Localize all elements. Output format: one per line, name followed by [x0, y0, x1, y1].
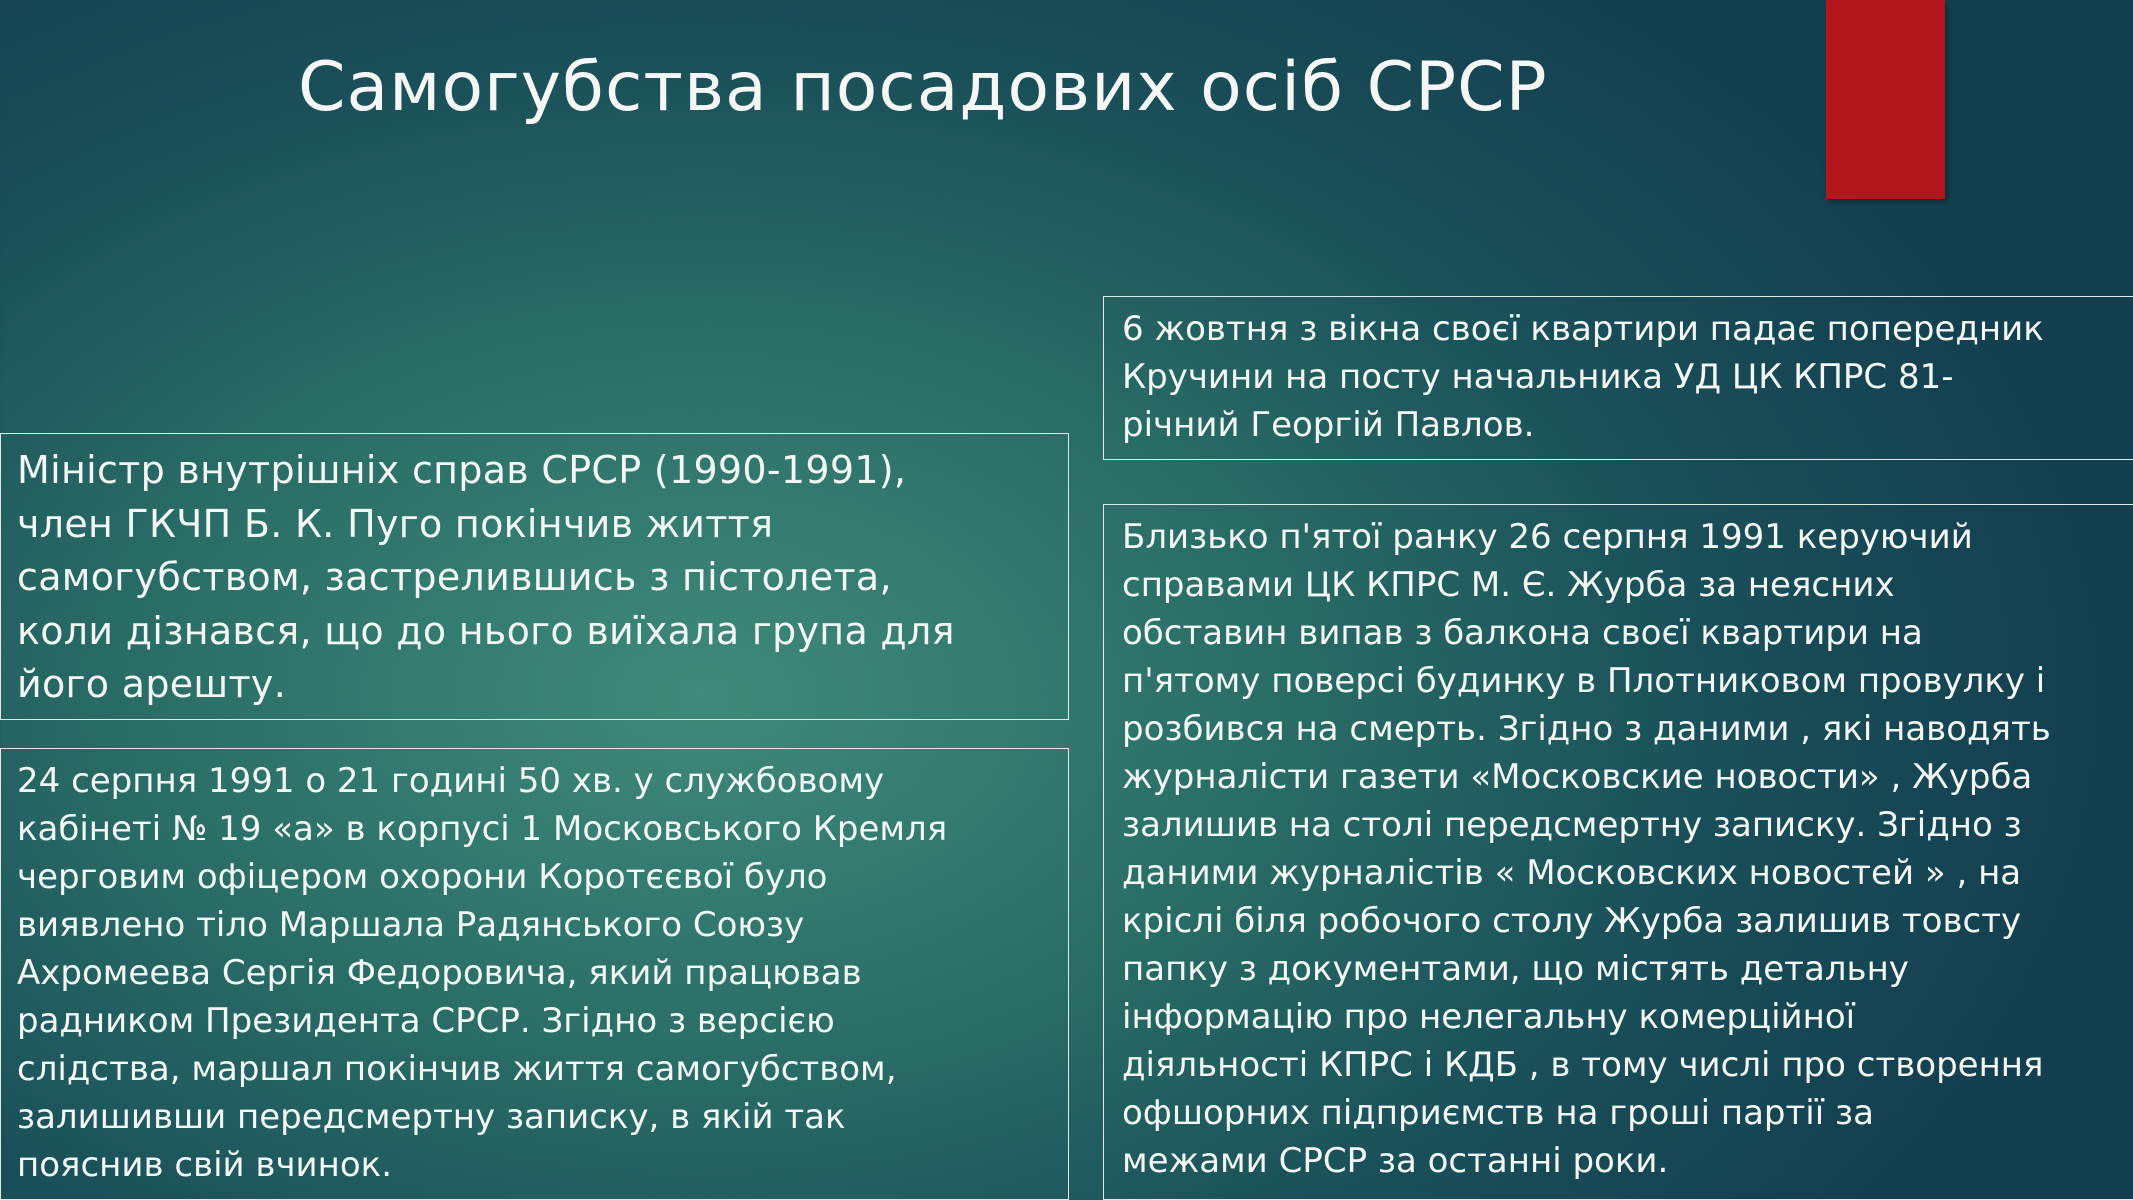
text-box-pavlov-text: 6 жовтня з вікна своєї квартири падає попередник Кручини на посту начальника УД ЦК КПРС 81- річний Георгій Павлов.	[1122, 309, 2044, 445]
text-box-pavlov	[1103, 296, 2133, 460]
accent-bar	[1826, 0, 1945, 199]
text-box-kruchina-text: Близько п'ятої ранку 26 серпня 1991 керуючий справами ЦК КПРС М. Є. Журба за неясних обставин випав з балкона своєї квартири на п'ятому поверсі будинку в Плотниковом провулку і розбився на смерть. Згідно з даними , які наводять журналісти газети «Московские новости» , Журба залишив на столі передсмертну записку. Згідно з даними журналістів « Московских новостей » , на кріслі біля робочого столу Журба залишив товсту папку з документами, що містять детальну інформацію про нелегальну комерційної діяльності КПРС і КДБ , в тому числі про створення офшорних підприємств на гроші партії за межами СРСР за останні роки.	[1122, 517, 2051, 1181]
slide-title: Самогубства посадових осіб СРСР	[298, 48, 1548, 127]
text-box-kruchina	[1103, 504, 2133, 1200]
text-box-akhromeev-text: 24 серпня 1991 о 21 годині 50 хв. у службовому кабінеті № 19 «а» в корпусі 1 Московського Кремля черговим офіцером охорони Коротєєвої було виявлено тіло Маршала Радянського Союзу Ахромеева Сергія Федоровича, який працював радником Президента СРСР. Згідно з версією слідства, маршал покінчив життя самогубством, залишивши передсмертну записку, в якій так пояснив свій вчинок.	[17, 761, 948, 1185]
text-box-pugo-text: Міністр внутрішніх справ СРСР (1990-1991), член ГКЧП Б. К. Пуго покінчив життя самогубством, застрелившись з пістолета, коли дізнався, що до нього виїхала група для його арешту.	[17, 448, 955, 706]
text-box-pugo	[0, 433, 1069, 720]
text-box-akhromeev	[0, 748, 1069, 1200]
